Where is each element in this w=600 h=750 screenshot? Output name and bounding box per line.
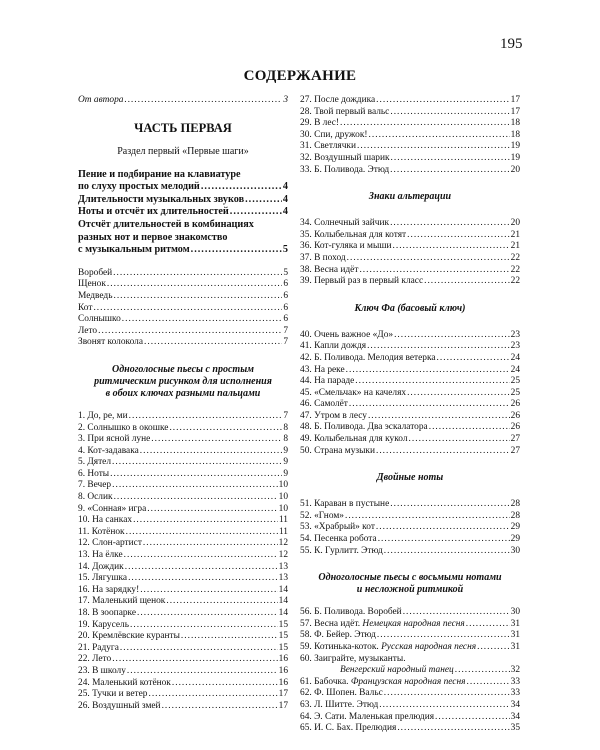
entry-page: 33 <box>510 676 520 687</box>
toc-entry <box>300 607 520 619</box>
entry-title: 53. «Храбрый» кот <box>300 522 375 533</box>
entry-page: 16 <box>278 677 288 688</box>
entry-page: 11 <box>278 526 288 537</box>
toc-entry <box>78 666 288 678</box>
toc-entry <box>300 276 520 288</box>
heading-line: и несложной ритмикой <box>356 584 464 596</box>
entry-page: 34 <box>510 711 520 722</box>
entry-title: 14. Дождик <box>78 561 124 572</box>
toc-entry <box>300 522 520 534</box>
entry-page: 23 <box>510 341 520 352</box>
entry-title: 61. Бабочка. <box>300 676 349 687</box>
entry-title: 39. Первый раз в первый класс <box>300 276 424 287</box>
toc-entry <box>78 550 288 562</box>
entry-page: 14 <box>278 608 288 618</box>
heading-line: Одноголосные пьесы с простым <box>112 363 254 375</box>
topic-line: Пение и подбирание на клавиатуре <box>78 168 241 180</box>
toc-entry <box>78 480 288 492</box>
entry-title: 51. Караван в пустыне <box>300 499 390 510</box>
entry-page: 17 <box>510 106 520 117</box>
entry-title: 6. Ноты <box>78 468 110 479</box>
entry-page: 14 <box>278 584 288 595</box>
entry-title: 59. Котинька-коток. <box>300 642 379 652</box>
entry-page: 30 <box>510 545 520 556</box>
entry-title: 45. «Смельчак» на качелях <box>300 387 407 398</box>
heading-line: ритмическим рисунком для исполнения <box>94 375 272 387</box>
entry-page: 20 <box>510 218 520 229</box>
entry-page: 22 <box>510 276 520 287</box>
entry-title: 30. Спи, дружок! <box>300 129 368 140</box>
entry-page: 7 <box>283 325 288 336</box>
toc-entry <box>300 353 520 365</box>
entry-title: 28. Твой первый вальс <box>300 106 390 117</box>
entry-title: 31. Светлячки <box>300 141 356 152</box>
entry-title: 29. В лес! <box>300 118 340 129</box>
entry-title: 44. На параде <box>300 376 355 387</box>
entry-title: 56. Б. Поливода. Воробей <box>300 607 402 618</box>
toc-entry <box>78 446 288 458</box>
entry-title: 22. Лето <box>78 654 112 665</box>
entry-page: 24 <box>510 364 520 375</box>
entry-page: 30 <box>510 607 520 618</box>
entry-page: 21 <box>510 229 520 240</box>
entry-title: 20. Кремлёвские куранты <box>78 631 180 642</box>
toc-entry <box>300 241 520 253</box>
toc-entry <box>78 527 288 539</box>
entry-page: 16 <box>278 654 288 665</box>
toc-entry <box>78 423 288 435</box>
toc-entry <box>300 399 520 411</box>
entry-page: 9 <box>283 445 288 456</box>
entry-title: Ноты и отсчёт их длительностей <box>78 206 229 218</box>
section-heading: Раздел первый «Первые шаги» <box>117 145 249 157</box>
bold-topics <box>78 169 288 257</box>
entry-page: 26 <box>510 399 520 410</box>
toc-entry <box>78 631 288 643</box>
toc-entry <box>300 230 520 242</box>
toc-entry <box>78 469 288 481</box>
entry-title: 32. Воздушный шарик <box>300 152 390 163</box>
entry-title: 36. Кот-гуляка и мыши <box>300 241 392 252</box>
entry-page: 31 <box>510 618 520 629</box>
toc-entry <box>300 376 520 388</box>
entry-page: 27 <box>510 445 520 456</box>
heading-line: Одноголосные пьесы с восьмыми нотами <box>318 572 502 584</box>
entry-page: 19 <box>510 141 520 152</box>
toc-entry <box>300 330 520 342</box>
entry-page: 11 <box>278 515 288 526</box>
toc-entry <box>300 365 520 377</box>
toc-entry-continuation <box>300 665 520 677</box>
toc-entry <box>78 596 288 608</box>
entry-page: 18 <box>510 118 520 129</box>
entry-title: Длительности музыкальных звуков <box>78 193 245 205</box>
entry-page: 19 <box>510 152 520 163</box>
topic-line: Отсчёт длительностей в комбинациях <box>78 218 254 230</box>
toc-entry <box>300 723 520 735</box>
right-column <box>300 95 520 735</box>
toc-entry <box>78 244 288 257</box>
entry-page: 22 <box>510 252 520 263</box>
entry-title: 13. На ёлке <box>78 550 123 561</box>
entry-page: 10 <box>278 503 288 514</box>
entry-title: Солнышко <box>78 314 121 325</box>
entry-page: 17 <box>510 95 520 105</box>
entry-title: 57. Весна идёт. <box>300 618 361 629</box>
subsection-heading: Двойные ноты <box>376 472 444 484</box>
entry-page: 12 <box>278 538 288 549</box>
toc-entry <box>78 303 288 315</box>
entry-title: 24. Маленький котёнок <box>78 677 171 688</box>
entry-title: 17. Маленький щенок <box>78 596 166 607</box>
entry-page: 6 <box>283 290 288 301</box>
toc-entry <box>78 279 288 291</box>
entry-title: 7. Вечер <box>78 480 112 491</box>
entry-title: 33. Б. Поливода. Этюд <box>300 164 390 175</box>
entry-page: 5 <box>283 267 288 278</box>
entry-page: 31 <box>510 630 520 641</box>
entry-subtitle: Французская народная песня <box>350 676 466 687</box>
entry-page: 5 <box>282 244 288 256</box>
entry-title: 40. Очень важное «До» <box>300 329 394 340</box>
page-number: 195 <box>500 36 523 52</box>
entry-page: 25 <box>510 387 520 398</box>
pieces-list <box>300 95 520 176</box>
entry-page: 14 <box>278 596 288 607</box>
entry-page: 8 <box>283 434 288 445</box>
toc-entry <box>78 678 288 690</box>
toc-entry <box>300 534 520 546</box>
pieces-list <box>300 330 520 458</box>
entry-page: 12 <box>278 550 288 561</box>
entry-page: 28 <box>510 499 520 510</box>
entry-title: 37. В поход <box>300 252 346 263</box>
entry-title: 48. Б. Поливода. Два эскалатора <box>300 422 428 433</box>
entry-page: 34 <box>510 699 520 710</box>
toc-entry <box>78 326 288 338</box>
entry-page: 17 <box>278 689 288 700</box>
entry-title: 54. Песенка робота <box>300 534 377 545</box>
entry-title: Медведь <box>78 290 113 301</box>
entry-title: 1. До, ре, ми <box>78 410 128 421</box>
entry-page: 6 <box>283 314 288 325</box>
entry-title: по слуху простых мелодий <box>78 181 200 193</box>
toc-entry <box>300 422 520 434</box>
toc-entry <box>300 411 520 423</box>
toc-entry <box>300 253 520 265</box>
entry-title: Кот <box>78 302 93 313</box>
entry-title: 34. Солнечный зайчик <box>300 218 390 229</box>
entry-page: 16 <box>278 665 288 676</box>
entry-title: 38. Весна идёт <box>300 264 359 275</box>
entry-subtitle: Венгерский народный танец <box>340 665 454 676</box>
toc-entry <box>300 546 520 558</box>
entry-title: 5. Дятел <box>78 457 112 468</box>
toc-entry <box>78 515 288 527</box>
entry-subtitle: Немецкая народная песня <box>362 618 465 629</box>
entry-title: 27. После дождика <box>300 95 376 105</box>
toc-entry <box>300 388 520 400</box>
entry-page: 32 <box>510 665 520 676</box>
toc-entry <box>78 643 288 655</box>
left-column <box>78 95 288 712</box>
pieces-list <box>300 607 520 735</box>
toc-entry <box>78 701 288 713</box>
entry-page: 15 <box>278 631 288 642</box>
entry-title: 15. Лягушка <box>78 573 128 584</box>
entry-title: 60. Заиграйте, музыканты. <box>300 653 406 664</box>
entry-title: От автора <box>78 95 124 105</box>
entry-page: 13 <box>278 573 288 584</box>
entry-title: 21. Радуга <box>78 642 119 653</box>
entry-page: 10 <box>278 480 288 491</box>
contents-title: СОДЕРЖАНИЕ <box>243 68 357 84</box>
toc-entry <box>300 700 520 712</box>
entry-title: Воробей <box>78 267 113 278</box>
toc-entry <box>300 511 520 523</box>
entry-page: 25 <box>510 376 520 387</box>
toc-entry <box>300 95 520 107</box>
toc-entry <box>300 630 520 642</box>
entry-title: 46. Самолёт <box>300 399 348 410</box>
entry-title: 23. В школу <box>78 665 126 676</box>
entry-title: 18. В зоопарке <box>78 608 137 618</box>
entry-page: 26 <box>510 422 520 433</box>
entry-subtitle: Русская народная песня <box>381 642 477 652</box>
toc-entry <box>300 677 520 689</box>
entry-page: 33 <box>510 688 520 699</box>
toc-entry <box>78 411 288 423</box>
entry-page: 23 <box>510 329 520 340</box>
toc-entry <box>78 573 288 585</box>
entry-title: 63. Л. Шитте. Этюд <box>300 699 379 710</box>
toc-entry <box>300 141 520 153</box>
entry-page: 21 <box>510 241 520 252</box>
toc-entry <box>78 585 288 597</box>
entry-page: 9 <box>283 457 288 468</box>
subsection-heading: Ключ Фа (басовый ключ) <box>354 302 466 314</box>
toc-entry <box>78 457 288 469</box>
pieces-list <box>78 411 288 712</box>
entry-title: 47. Утром в лесу <box>300 410 367 421</box>
toc-entry <box>300 499 520 511</box>
toc-entry <box>300 434 520 446</box>
toc-entry <box>300 688 520 700</box>
entry-title: Щенок <box>78 279 106 290</box>
entry-title: 8. Ослик <box>78 492 113 503</box>
entry-title: 9. «Сонная» игра <box>78 503 147 514</box>
entry-page: 15 <box>278 619 288 630</box>
toc-entry-author <box>78 95 288 107</box>
entry-page: 29 <box>510 534 520 545</box>
entry-page: 18 <box>510 129 520 140</box>
subsection-heading <box>300 572 520 596</box>
toc-entry <box>78 434 288 446</box>
entry-title: с музыкальным ритмом <box>78 244 190 256</box>
entry-title: 49. Колыбельная для кукол <box>300 434 408 445</box>
entry-title: 4. Кот-задавака <box>78 445 139 456</box>
entry-title: 12. Слон-артист <box>78 538 142 549</box>
toc-entry <box>300 712 520 724</box>
toc-entry <box>78 562 288 574</box>
entry-title: 26. Воздушный змей <box>78 700 161 711</box>
entry-page: 4 <box>282 181 288 193</box>
entry-title: Звонят колокола <box>78 337 144 348</box>
entry-title: 43. На реке <box>300 364 345 375</box>
topic-line: разных нот и первое знакомство <box>78 231 228 243</box>
toc-entry <box>78 654 288 666</box>
toc-entry <box>300 619 520 631</box>
entry-page: 26 <box>510 410 520 421</box>
toc-entry <box>78 194 288 207</box>
toc-entry <box>300 153 520 165</box>
songs-list <box>78 268 288 349</box>
entry-title: 35. Колыбельная для котят <box>300 229 407 240</box>
toc-entry <box>78 620 288 632</box>
toc-entry <box>300 446 520 458</box>
entry-page: 6 <box>283 279 288 290</box>
entry-page: 13 <box>278 561 288 572</box>
toc-entry <box>78 314 288 326</box>
entry-page: 4 <box>282 193 288 205</box>
toc-entry <box>78 538 288 550</box>
entry-title: 19. Карусель <box>78 619 129 630</box>
entry-title: 62. Ф. Шопен. Вальс <box>300 688 383 699</box>
entry-title: 3. При ясной луне <box>78 434 151 445</box>
entry-title: 52. «Гном» <box>300 510 344 521</box>
toc-entry <box>300 642 520 654</box>
entry-page: 35 <box>510 723 520 734</box>
entry-page: 4 <box>282 206 288 218</box>
toc-entry <box>78 608 288 620</box>
entry-title: 55. К. Гурлитт. Этюд <box>300 545 383 556</box>
subsection-heading: Знаки альтерации <box>368 191 452 203</box>
toc-entry <box>300 654 520 666</box>
subsection-heading <box>78 364 288 400</box>
entry-title: 42. Б. Поливода. Мелодия ветерка <box>300 352 436 363</box>
entry-page: 29 <box>510 522 520 533</box>
toc-entry <box>78 689 288 701</box>
entry-page: 10 <box>278 492 288 503</box>
entry-title: 41. Капли дождя <box>300 341 367 352</box>
entry-page: 22 <box>510 264 520 275</box>
pieces-list <box>300 218 520 288</box>
toc-entry <box>78 206 288 219</box>
toc-entry <box>300 218 520 230</box>
entry-page: 9 <box>283 468 288 479</box>
toc-entry <box>78 504 288 516</box>
toc-entry <box>78 181 288 194</box>
entry-page: 8 <box>283 422 288 433</box>
toc-entry <box>78 337 288 349</box>
toc-entry <box>300 265 520 277</box>
entry-page: 3 <box>283 95 288 105</box>
entry-title: 58. Ф. Бейер. Этюд <box>300 630 376 641</box>
toc-entry <box>78 268 288 280</box>
toc-entry <box>300 341 520 353</box>
entry-page: 17 <box>278 700 288 711</box>
entry-title: 16. На зарядку! <box>78 584 140 595</box>
entry-title: 64. Э. Сати. Маленькая прелюдия <box>300 711 435 722</box>
part-heading: ЧАСТЬ ПЕРВАЯ <box>134 120 232 135</box>
toc-entry <box>300 118 520 130</box>
entry-page: 31 <box>510 642 520 652</box>
pieces-list <box>300 499 520 557</box>
entry-page: 24 <box>510 352 520 363</box>
entry-title: 2. Солнышко в окошке <box>78 422 169 433</box>
entry-page: 7 <box>283 410 288 421</box>
entry-title: 10. На санках <box>78 515 133 526</box>
toc-entry <box>78 492 288 504</box>
entry-title: 25. Тучки и ветер <box>78 689 148 700</box>
entry-page: 7 <box>283 337 288 348</box>
entry-page: 28 <box>510 510 520 521</box>
entry-page: 20 <box>510 164 520 175</box>
entry-title: Лето <box>78 325 98 336</box>
toc-entry <box>300 165 520 177</box>
heading-line: в обоих ключах разными пальцами <box>105 387 261 399</box>
toc-entry <box>78 291 288 303</box>
entry-page: 6 <box>283 302 288 313</box>
entry-page: 15 <box>278 642 288 653</box>
entry-title: 65. И. С. Бах. Прелюдия <box>300 723 397 734</box>
entry-title: 50. Страна музыки <box>300 445 375 456</box>
entry-title: 11. Котёнок <box>78 526 125 537</box>
entry-page: 27 <box>510 434 520 445</box>
toc-entry <box>300 130 520 142</box>
toc-entry <box>300 107 520 119</box>
